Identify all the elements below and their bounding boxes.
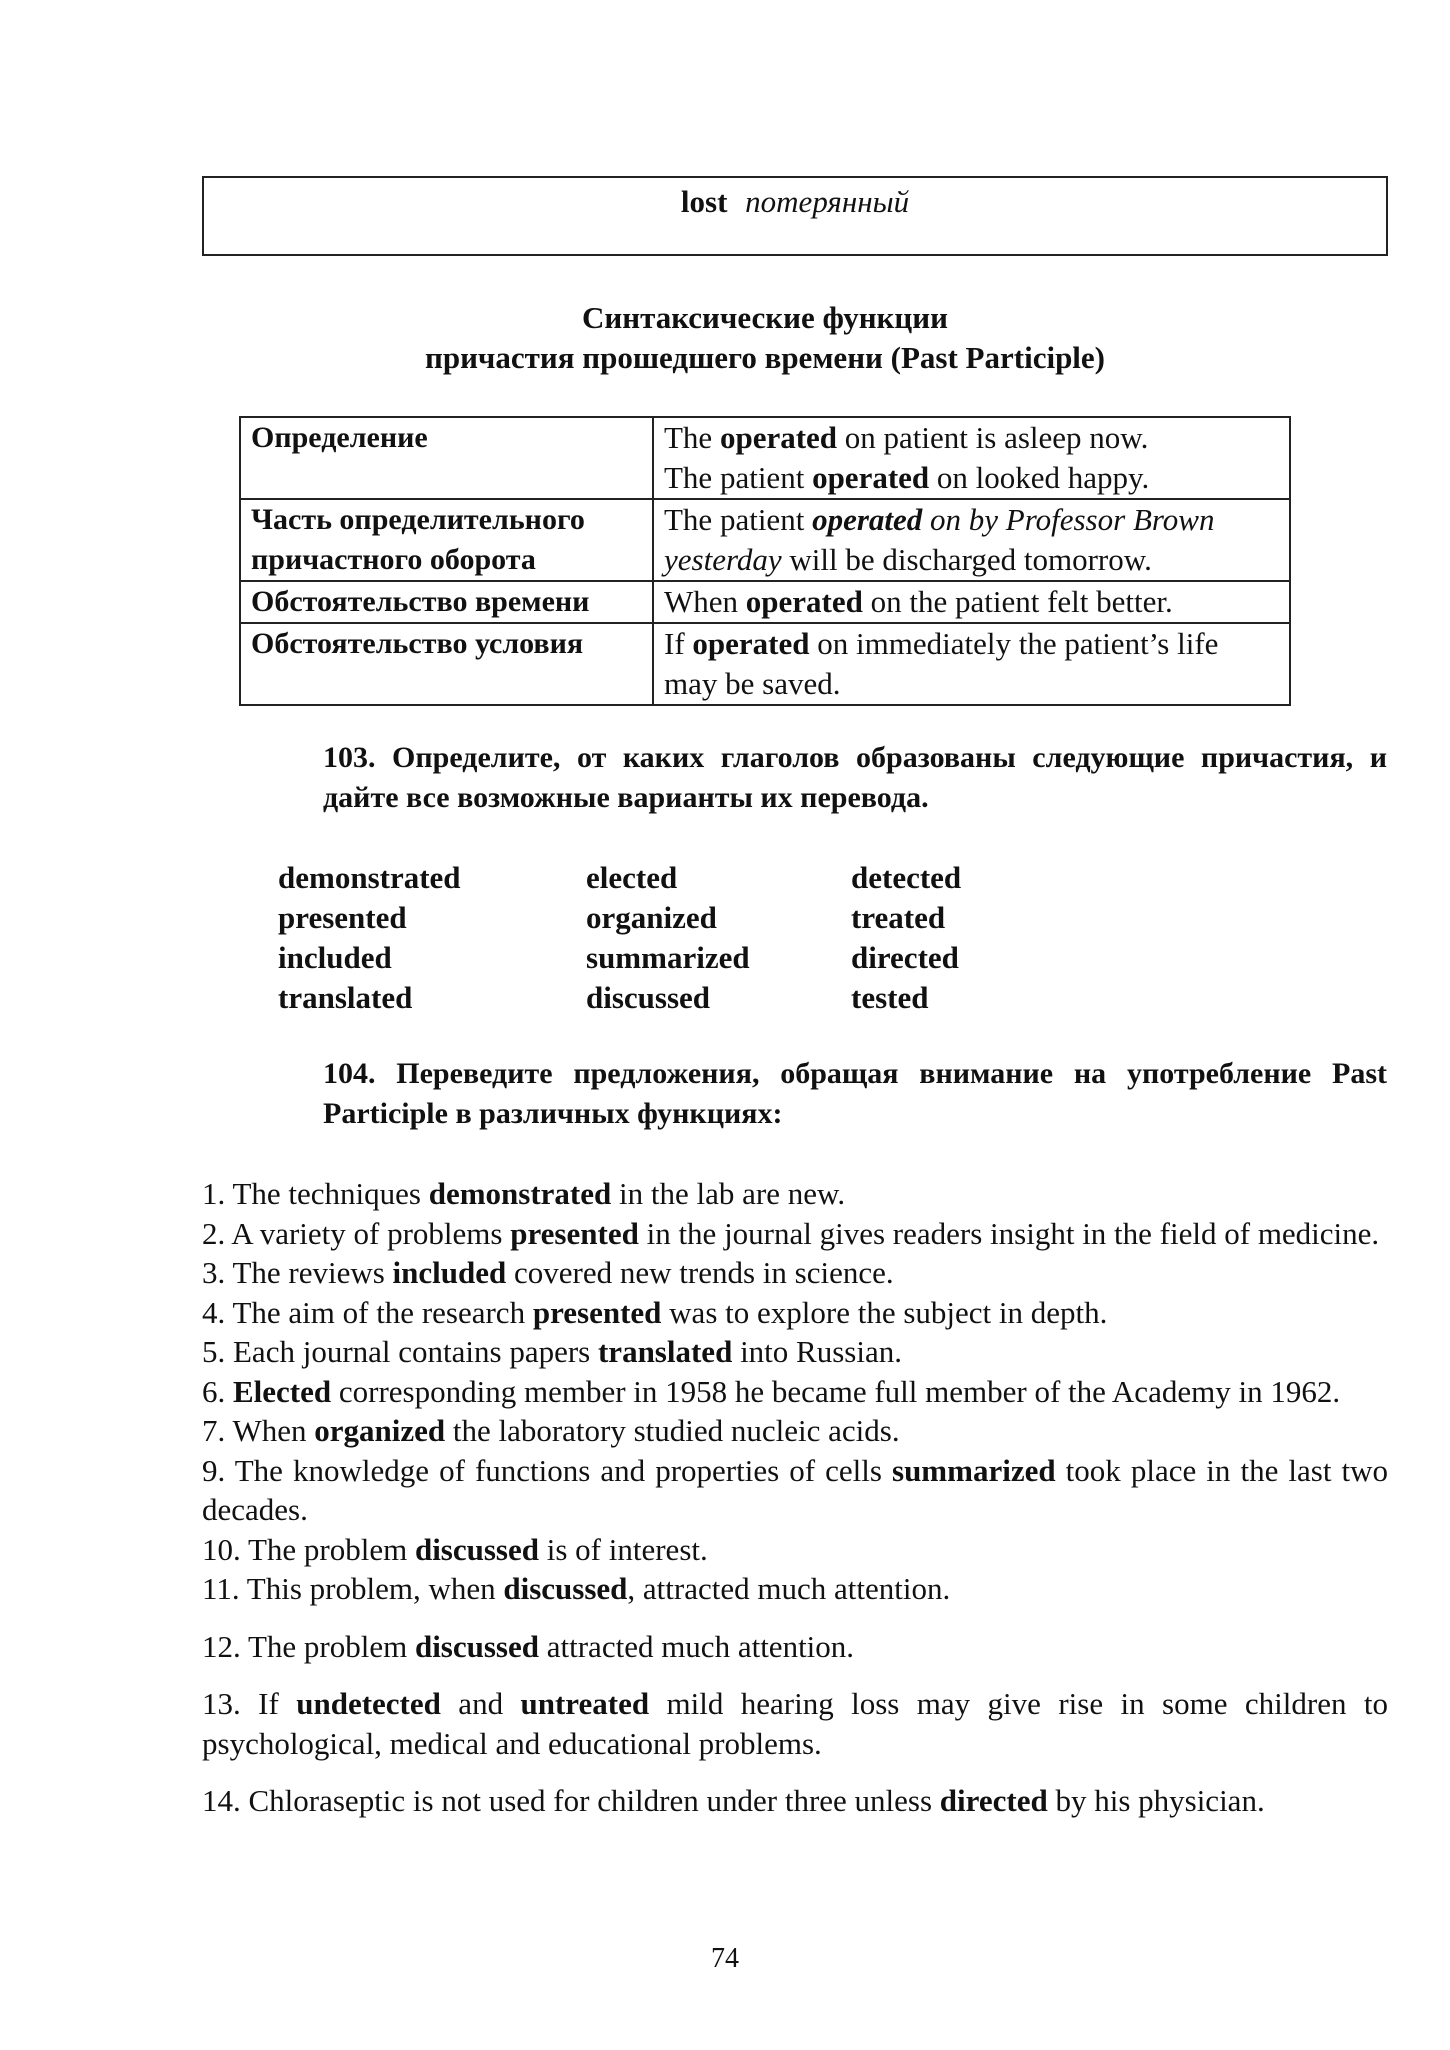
emphasized-text: organized [314, 1413, 446, 1448]
page-number: 74 [711, 1943, 739, 1974]
participle-word: directed [851, 940, 959, 975]
lost-definition-box [202, 176, 1388, 256]
text-segment: 13. If [202, 1686, 297, 1721]
functions-table-row [240, 499, 1290, 581]
example-line [664, 664, 1279, 704]
emphasized-text: operated [692, 626, 810, 661]
text-segment: took place in the last two decades. [202, 1452, 1388, 1527]
example-line [664, 582, 1279, 622]
participles-word-grid [278, 858, 1178, 1018]
participle-word: included [278, 940, 392, 975]
emphasized-text: discussed [414, 1531, 539, 1567]
emphasized-text: undetected [296, 1686, 441, 1721]
text-segment: covered new trends in science. [506, 1255, 894, 1290]
participle-word: demonstrated [278, 860, 461, 895]
exercise-sentence [202, 1174, 1388, 1214]
text-segment: attracted much attention. [539, 1628, 855, 1664]
text-segment: 11. This problem, when [202, 1571, 504, 1606]
participles-row [278, 858, 1178, 898]
functions-table-row [240, 623, 1290, 705]
text-segment: corresponding member in 1958 he became full member of the Academy in 1962. [331, 1373, 1341, 1409]
text-segment: 3. The reviews [202, 1255, 393, 1290]
text-segment: 14. Chloraseptic is not used for children under three unless [202, 1783, 940, 1818]
text-segment: 2. A variety of problems [202, 1215, 511, 1251]
syntactic-functions-table [239, 416, 1291, 706]
exercise-sentence [202, 1293, 1388, 1333]
text-segment: 10. The problem [202, 1531, 415, 1567]
exercise-sentence [202, 1214, 1388, 1254]
task-104-text: 104. Переведите предложения, обращая внимание на употребление Past Participle в различных функциях: [323, 1057, 1387, 1130]
function-example [653, 499, 1290, 581]
example-line [664, 418, 1279, 458]
text-segment: on patient is asleep now. [837, 420, 1149, 455]
participles-row [278, 978, 1178, 1018]
exercise-sentence [202, 1530, 1388, 1570]
function-term: Обстоятельство времени [240, 581, 653, 623]
text-segment: was to explore the subject in depth. [661, 1294, 1108, 1330]
exercise-sentences [202, 1174, 1388, 1821]
lost-translation: потерянный [745, 184, 910, 219]
exercise-sentence [202, 1569, 1388, 1609]
emphasized-text: operated [745, 584, 863, 619]
text-segment: into Russian. [732, 1334, 902, 1369]
text-segment: the laboratory studied nucleic acids. [445, 1413, 900, 1448]
participle-word: discussed [586, 980, 711, 1015]
text-segment: is of interest. [539, 1531, 708, 1567]
emphasized-text: operated [719, 420, 838, 455]
text-segment: may be saved. [664, 666, 841, 701]
section-heading-line2: причастия прошедшего времени (Past Participle) [424, 340, 1106, 375]
text-segment: If [664, 626, 693, 661]
emphasized-text: operated [812, 502, 923, 537]
function-example [653, 417, 1290, 499]
emphasized-text: summarized [892, 1452, 1056, 1488]
participles-row [278, 938, 1178, 978]
emphasized-text: on by Professor Brown [922, 502, 1215, 537]
participle-word: tested [851, 980, 929, 1015]
emphasized-text: operated [812, 460, 930, 495]
text-segment: on looked happy. [929, 460, 1150, 495]
example-line [664, 458, 1279, 498]
text-segment: in the journal gives readers insight in the field of medicine. [638, 1215, 1380, 1251]
functions-table-row [240, 417, 1290, 499]
text-segment: by his physician. [1047, 1783, 1265, 1818]
function-term: Часть определительного причастного оборота [240, 499, 653, 581]
participle-word: summarized [586, 940, 750, 975]
participle-word: treated [851, 900, 946, 935]
exercise-sentence [202, 1253, 1388, 1293]
participles-row [278, 898, 1178, 938]
text-segment: on the patient felt better. [862, 584, 1173, 619]
text-segment: 6. [202, 1373, 233, 1409]
text-segment: The [664, 420, 720, 455]
function-term: Обстоятельство условия [240, 623, 653, 705]
text-segment: 12. The problem [202, 1628, 415, 1664]
participle-word: elected [586, 860, 678, 895]
exercise-sentence [202, 1684, 1388, 1763]
text-segment: The patient [664, 460, 813, 495]
emphasized-text: directed [939, 1783, 1048, 1818]
emphasized-text: yesterday [664, 542, 782, 577]
example-line [664, 540, 1279, 580]
text-segment: in the lab are new. [611, 1176, 846, 1211]
text-segment: 9. The knowledge of functions and properties of cells [202, 1452, 892, 1488]
text-segment: 5. Each journal contains papers [202, 1334, 598, 1369]
function-term: Определение [240, 417, 653, 499]
exercise-sentence [202, 1372, 1388, 1412]
exercise-sentence [202, 1781, 1388, 1821]
exercise-sentence [202, 1451, 1388, 1530]
emphasized-text: Elected [233, 1373, 332, 1409]
functions-table-row [240, 581, 1290, 623]
section-heading-line1: Синтаксические функции [581, 300, 949, 335]
emphasized-text: presented [510, 1215, 639, 1251]
emphasized-text: presented [532, 1294, 662, 1330]
function-example [653, 623, 1290, 705]
participle-word: translated [278, 980, 413, 1015]
text-segment: 4. The aim of the research [202, 1294, 533, 1330]
text-segment: on immediately the patient’s life [809, 626, 1219, 661]
example-line [664, 500, 1279, 540]
lost-word: lost [680, 184, 728, 219]
exercise-sentence [202, 1627, 1388, 1667]
emphasized-text: discussed [414, 1628, 539, 1664]
participle-word: detected [851, 860, 962, 895]
text-segment: and [440, 1686, 521, 1721]
emphasized-text: demonstrated [428, 1176, 612, 1211]
text-segment: will be discharged tomorrow. [781, 542, 1152, 577]
emphasized-text: translated [597, 1334, 733, 1369]
text-segment: , attracted much attention. [627, 1571, 951, 1606]
text-segment: mild hearing loss may give rise in some children to psychological, medical and educational problems. [202, 1686, 1388, 1761]
example-line [664, 624, 1279, 664]
exercise-sentence [202, 1332, 1388, 1372]
text-segment: The patient [664, 502, 813, 537]
task-103-text: 103. Определите, от каких глаголов образованы следующие причастия, и дайте все возможные варианты их перевода. [323, 741, 1387, 814]
text-segment: 7. When [202, 1413, 315, 1448]
text-segment: When [664, 584, 746, 619]
emphasized-text: included [392, 1255, 507, 1290]
emphasized-text: discussed [503, 1571, 628, 1606]
participle-word: presented [278, 900, 407, 935]
emphasized-text: untreated [520, 1686, 650, 1721]
function-example [653, 581, 1290, 623]
exercise-sentence [202, 1411, 1388, 1451]
text-segment: 1. The techniques [202, 1176, 429, 1211]
participle-word: organized [586, 900, 717, 935]
